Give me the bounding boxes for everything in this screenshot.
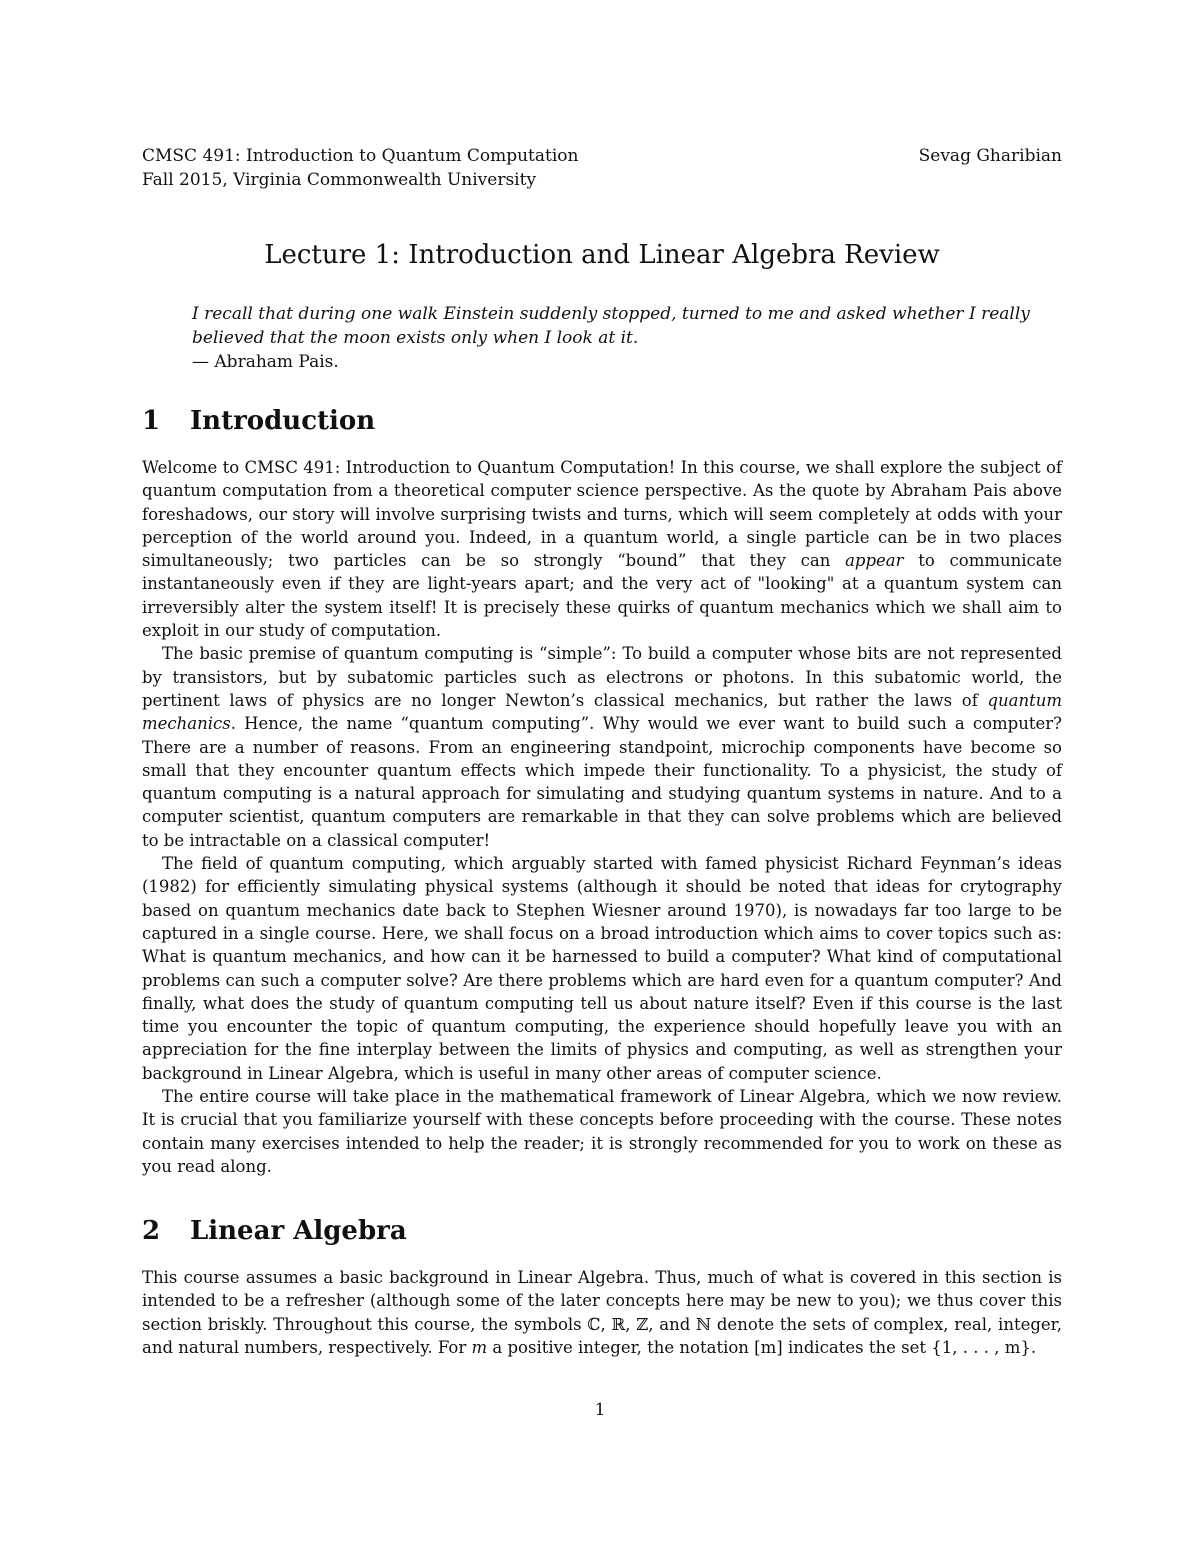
author-name: Sevag Gharibian [918,146,1062,166]
paragraph-text: a positive integer, the notation [m] indicates the set {1, . . . , m}. [487,1337,1037,1357]
epigraph-quote: I recall that during one walk Einstein suddenly stopped, turned to me and asked whether I really believed that the moon exists only when I look at it. [192,304,1030,348]
term-institution: Fall 2015, Virginia Commonwealth University [142,170,537,190]
paragraph [142,1266,1062,1359]
lecture-title: Lecture 1: Introduction and Linear Algebra Review [264,240,940,270]
paragraph-text: The entire course will take place in the mathematical framework of Linear Algebra, which we now review. It is crucial that you familiarize yourself with these concepts before proceeding with the course. These notes contain many exercises intended to help the reader; it is strongly recommended for you to work on these as you read along. [142,1087,1062,1176]
course-title: CMSC 491: Introduction to Quantum Computation [142,146,579,166]
emphasis-text: quantum mechanics [142,690,1062,734]
section-heading-linear-algebra [142,1214,1062,1248]
section-number: 2 [142,1216,161,1246]
section-body-linear-algebra [142,1266,1062,1359]
epigraph [192,302,1032,374]
section-number: 1 [142,406,161,436]
section-body-introduction [142,456,1062,1178]
page-number: 1 [594,1400,606,1420]
paragraph-text: The basic premise of quantum computing is “simple”: To build a computer whose bits are not represented by transistors, but by subatomic particles such as electrons or photons. In this subatomic world, the pertinent laws of physics are no longer Newton’s classical mechanics, but rather the laws of [142,644,1062,710]
paragraph-text: . Hence, the name “quantum computing”. Why would we ever want to build such a computer? There are a number of reasons. From an engineering standpoint, microchip components have become so small that they encounter quantum effects which impede their functionality. To a physicist, the study of quantum computing is a natural approach for simulating and studying quantum systems in nature. And to a computer scientist, quantum computers are remarkable in that they can solve problems which are believed to be intractable on a classical computer! [142,714,1062,850]
emphasis-text: appear [845,551,904,571]
section-title: Introduction [190,406,376,436]
paragraph-text: The field of quantum computing, which arguably started with famed physicist Richard Feynman’s ideas (1982) for efficiently simulating physical systems (although it should be noted that ideas for crytography based on quantum mechanics date back to Stephen Wiesner around 1970), is nowadays far too large to be captured in a single course. Here, we shall focus on a broad introduction which aims to cover topics such as: What is quantum mechanics, and how can it be harnessed to build a computer? What kind of computational problems can such a computer solve? Are there problems which are hard even for a quantum computer? And finally, what does the study of quantum computing tell us about nature itself? Even if this course is the last time you encounter the topic of quantum computing, the experience should hopefully leave you with an appreciation for the fine interplay between the limits of physics and computing, as well as strengthen your background in Linear Algebra, which is useful in many other areas of computer science. [142,854,1062,1083]
paragraph-text: This course assumes a basic background in Linear Algebra. Thus, much of what is covered in this section is intended to be a refresher (although some of the later concepts here may be new to you); we thus cover this section briskly. Throughout this course, the symbols ℂ, ℝ, ℤ, and ℕ denote the sets of complex, real, integer, and natural numbers, respectively. For [142,1268,1062,1357]
section-title: Linear Algebra [190,1216,407,1246]
paragraph-text: Welcome to CMSC 491: Introduction to Quantum Computation! In this course, we shall explore the subject of quantum computation from a theoretical computer science perspective. As the quote by Abraham Pais above foreshadows, our story will involve surprising twists and turns, which will seem completely at odds with your perception of the world around you. Indeed, in a quantum world, a single particle can be in two places simultaneously; two particles can be so strongly “bound” that they can [142,458,1062,571]
paragraph [142,642,1062,852]
epigraph-attribution: — Abraham Pais. [192,352,339,372]
paragraph [142,852,1062,1085]
paragraph-text: to communicate instantaneously even if they are light-years apart; and the very act of "looking" at a quantum system can irreversibly alter the system itself! It is precisely these quirks of quantum mechanics which we shall aim to exploit in our study of computation. [142,551,1063,641]
page-header [142,144,1062,192]
paragraph [142,456,1062,642]
section-heading-introduction [142,404,1062,438]
paragraph [142,1085,1062,1178]
emphasis-text: m [471,1337,488,1357]
